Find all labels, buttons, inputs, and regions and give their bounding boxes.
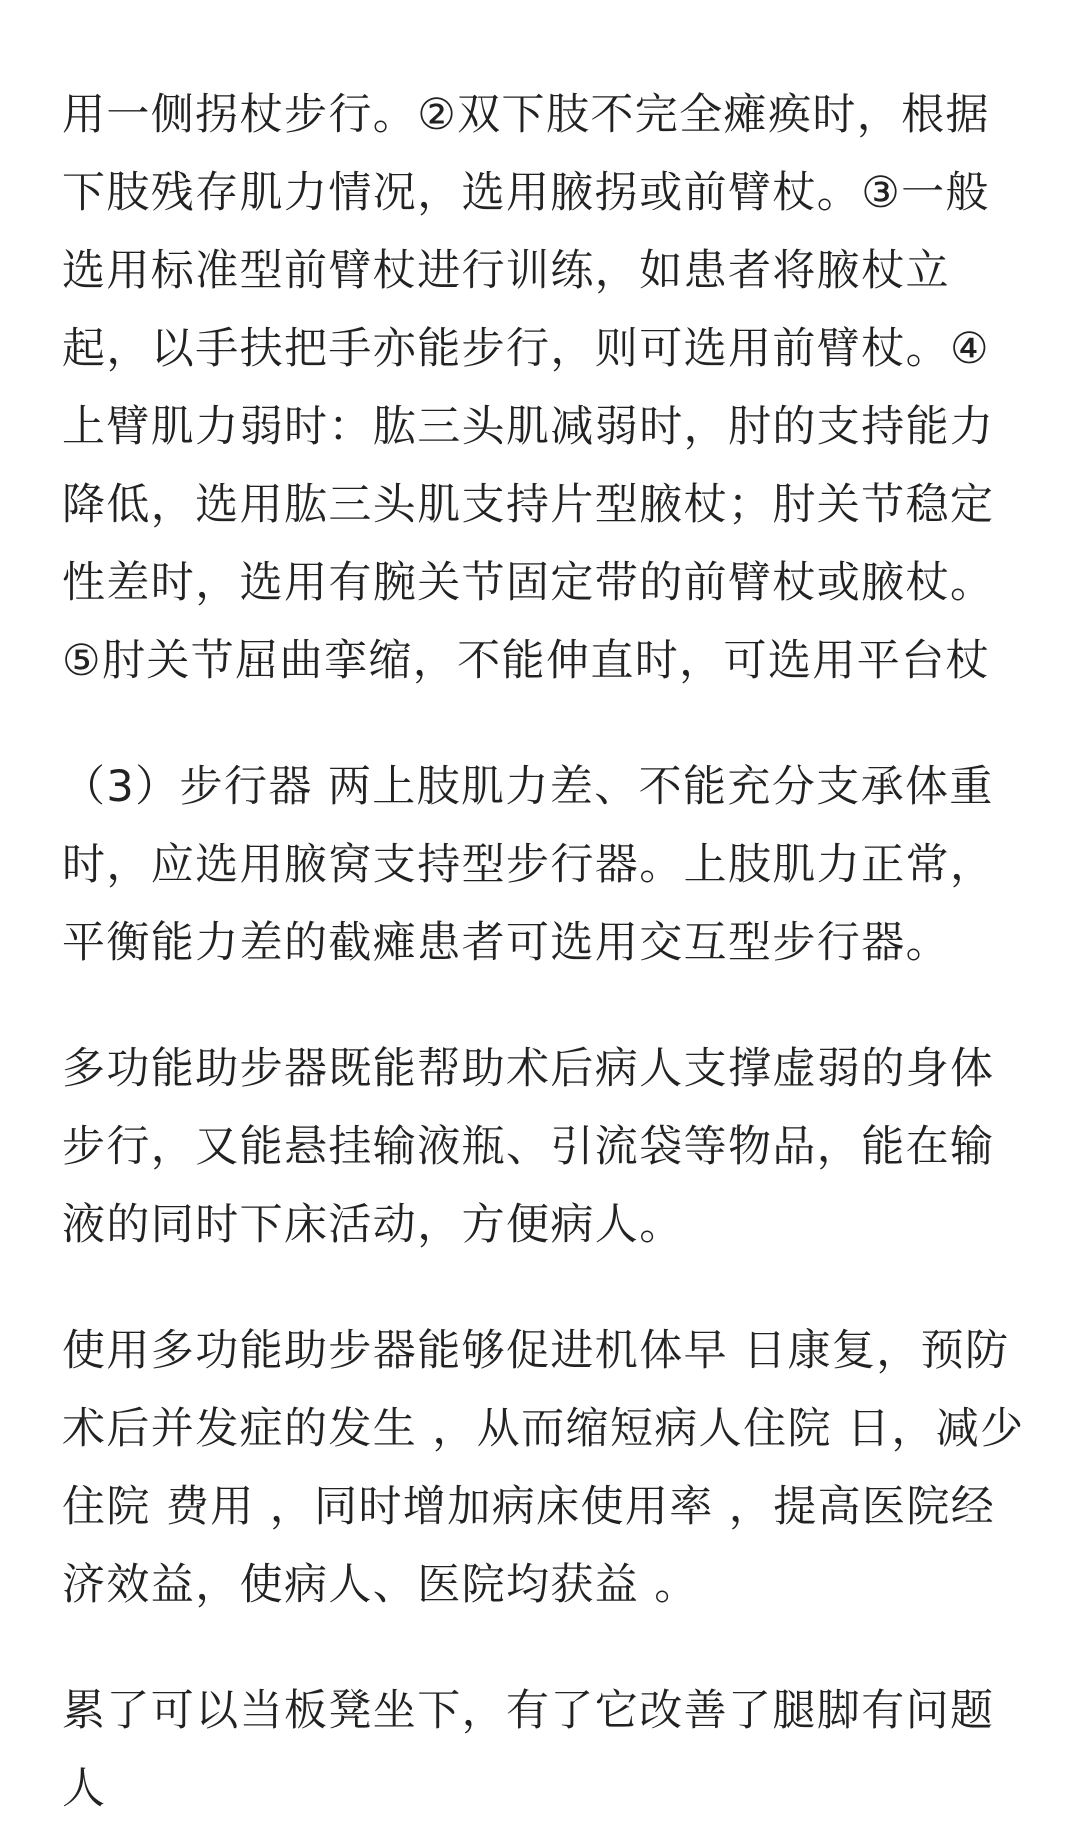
paragraph-walker: （3）步行器 两上肢肌力差、不能充分支承体重时，应选用腋窝支持型步行器。上肢肌力正常，平衡能力差的截瘫患者可选用交互型步行器。 [62,762,995,968]
paragraph-seat-feature: 累了可以当板凳坐下，有了它改善了腿脚有问题人 [62,1686,995,1814]
paragraph-crutch-selection: 用一侧拐杖步行。②双下肢不完全瘫痪时，根据下肢残存肌力情况，选用腋拐或前臂杖。③一般选用标准型前臂杖进行训练，如患者将腋杖立起，以手扶把手亦能步行，则可选用前臂杖。④上臂肌力弱时：肱三头肌减弱时，肘的支持能力降低，选用肱三头肌支持片型腋杖；肘关节稳定性差时，选用有腕关节固定带的前臂杖或腋杖。⑤肘关节屈曲挛缩，不能伸直时，可选用平台杖 [62,90,995,686]
paragraph-multifunction-walker: 多功能助步器既能帮助术后病人支撑虚弱的身体步行，又能悬挂输液瓶、引流袋等物品，能在输液的同时下床活动，方便病人。 [62,1044,995,1250]
article-body [62,76,1027,1828]
paragraph-benefits: 使用多功能助步器能够促进机体早 日康复，预防术后并发症的发生 ，从而缩短病人住院 日，减少 住院 费用 ，同时增加病床使用率 ，提高医院经 济效益，使病人、医院均获益 。 [62,1326,1025,1610]
